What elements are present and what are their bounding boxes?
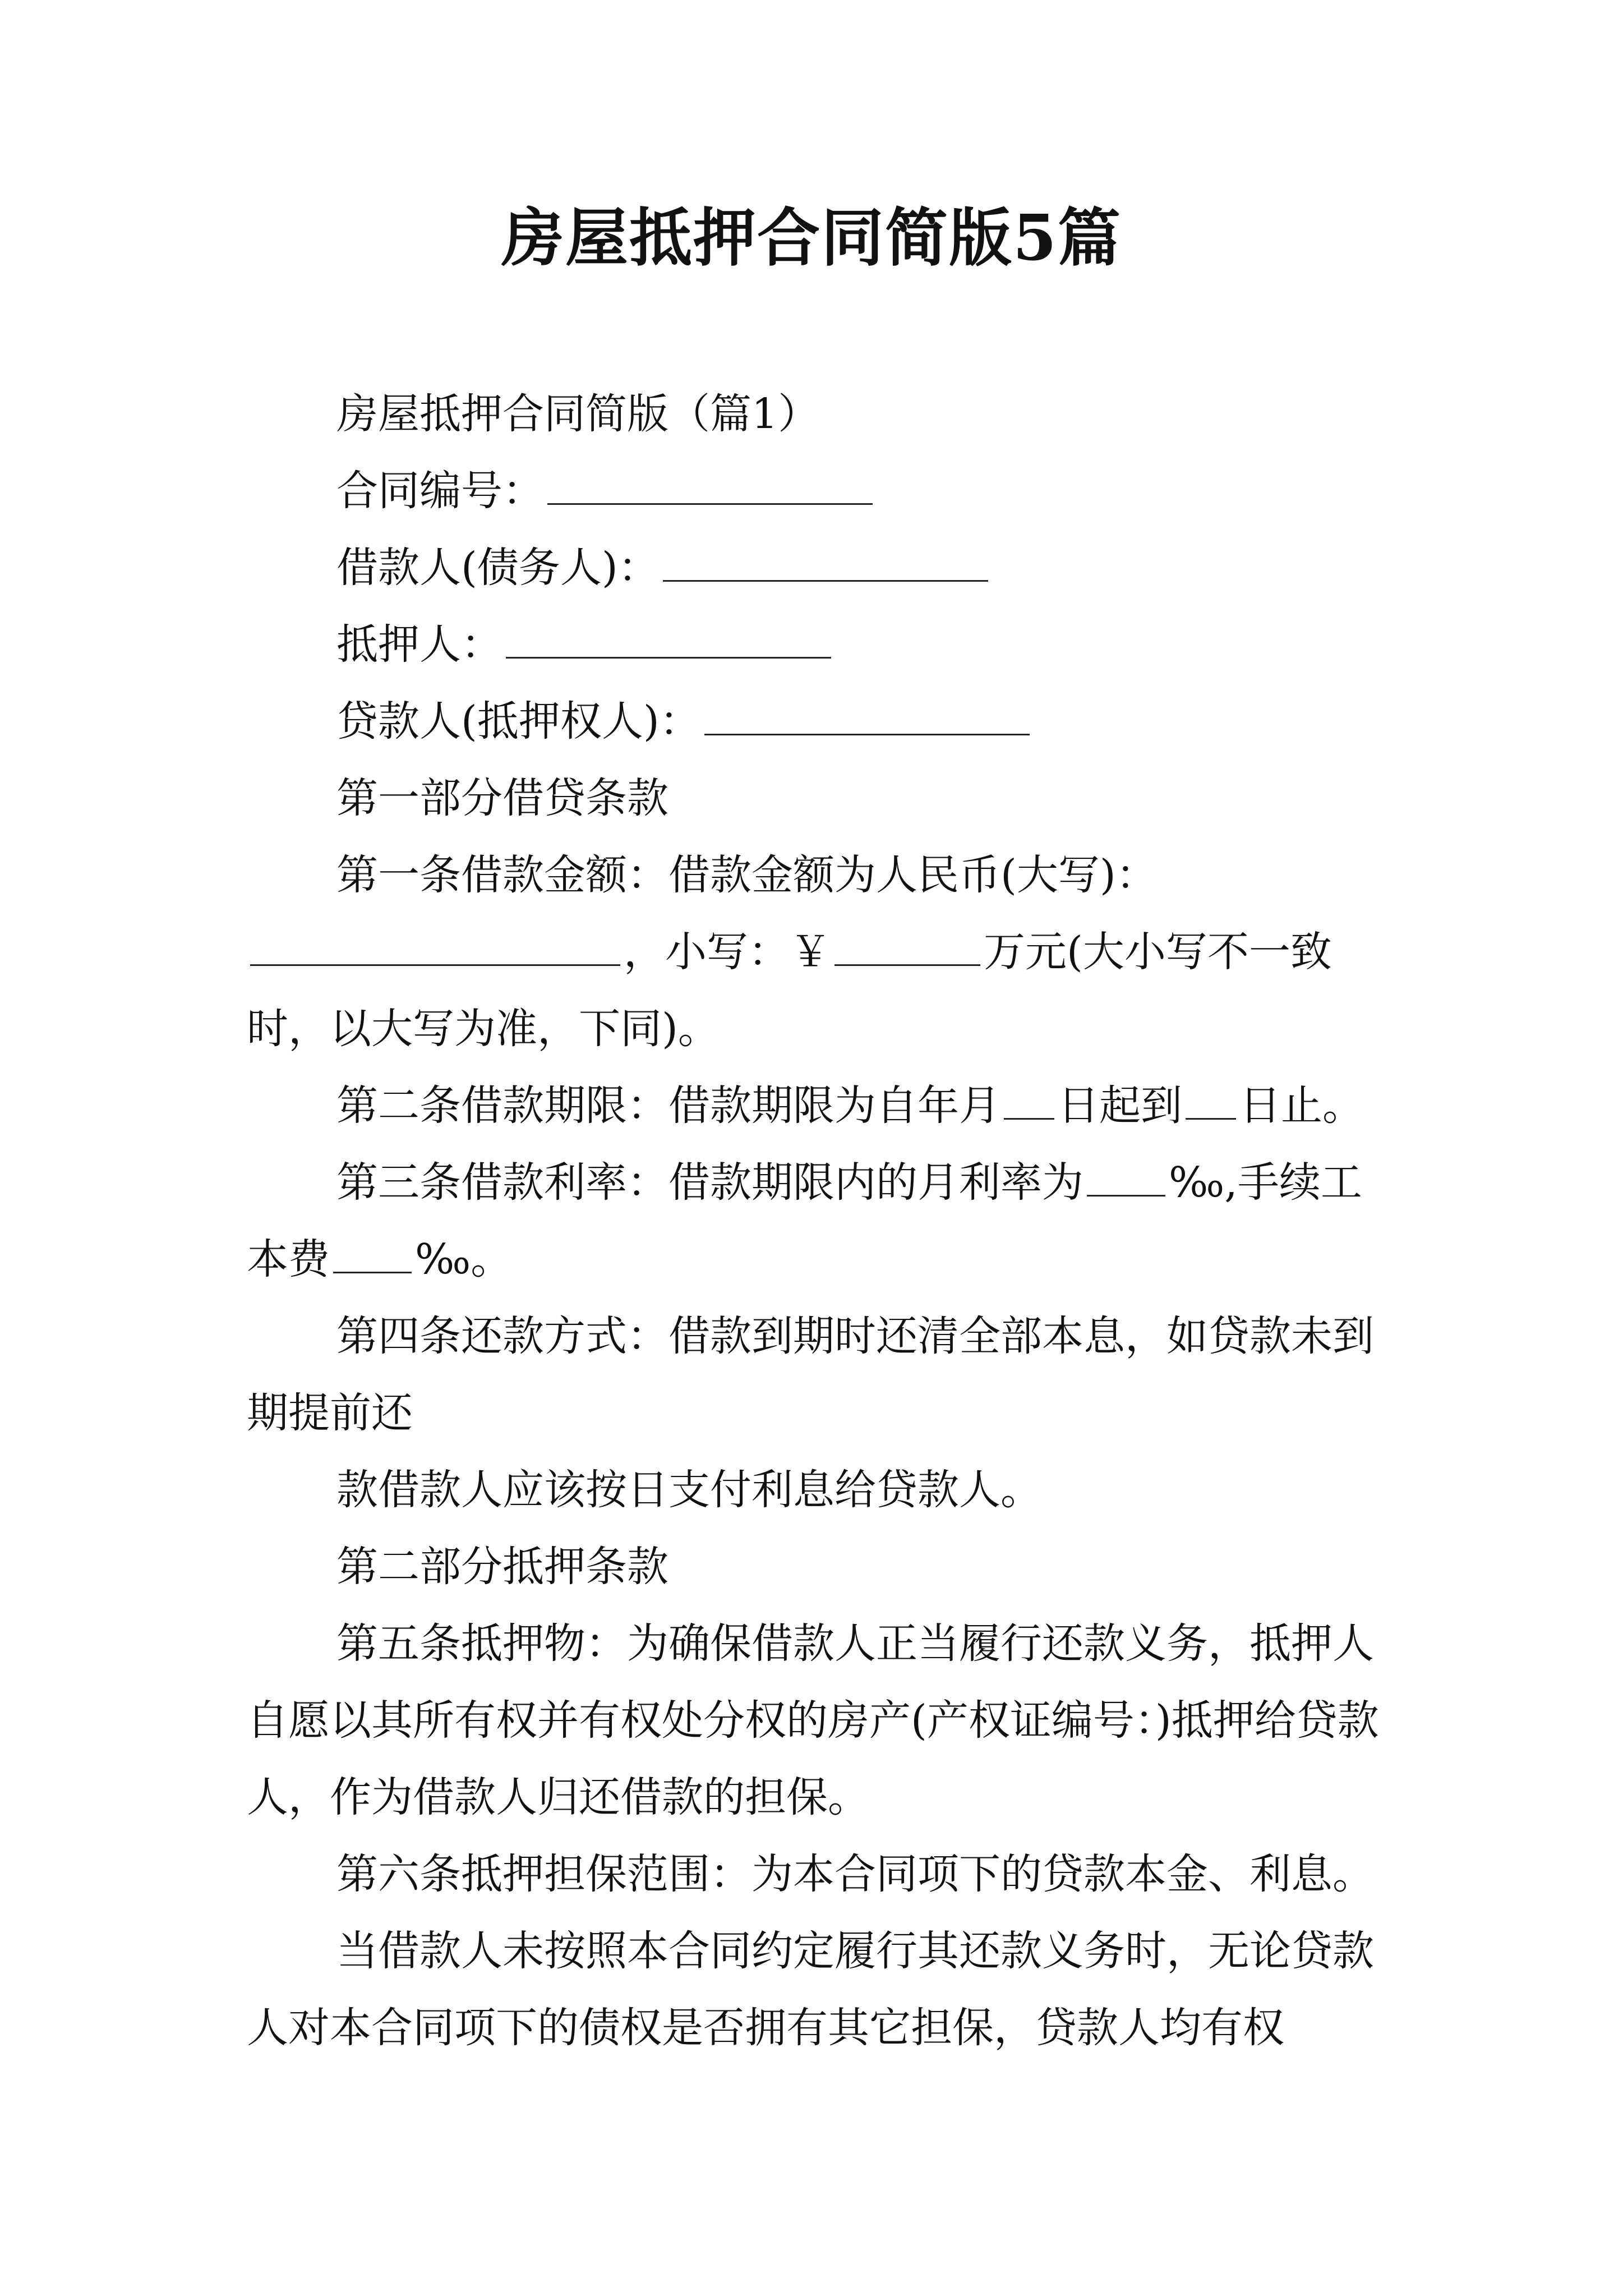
monthly-rate-blank — [1087, 1157, 1165, 1197]
part-one-text: 第一部分借贷条款 — [336, 774, 668, 822]
mortgagor-blank — [506, 619, 831, 659]
section-heading — [247, 376, 1385, 453]
mortgagor-line — [247, 606, 1385, 683]
amount-lower-blank — [834, 927, 980, 966]
article-4-text: 第四条还款方式：借款到期时还清全部本息，如贷款未到期提前还 — [247, 1312, 1374, 1437]
lender-label: 贷款人(抵押权人)： — [336, 697, 701, 746]
contract-number-label: 合同编号： — [336, 467, 544, 515]
mortgagor-label: 抵押人： — [336, 620, 502, 669]
end-day-blank — [1186, 1080, 1236, 1120]
article-5 — [247, 1605, 1385, 1836]
part-two-heading — [247, 1529, 1385, 1605]
article-1 — [247, 837, 1385, 1068]
part-one-heading — [247, 760, 1385, 837]
article-3-text-a: 第三条借款利率：借款期限内的月利率为 — [336, 1158, 1083, 1207]
article-4-continued-text: 款借款人应该按日支付利息给贷款人。 — [336, 1466, 1042, 1514]
section-heading-text: 房屋抵押合同简版（篇1） — [336, 390, 820, 438]
article-3-text-b: ‰,手续工本费 — [247, 1158, 1362, 1283]
borrower-blank — [663, 542, 988, 582]
article-3-text-c: ‰。 — [415, 1235, 513, 1283]
lender-blank — [704, 696, 1030, 735]
article-3 — [247, 1144, 1385, 1298]
article-6-text: 第六条抵押担保范围：为本合同项下的贷款本金、利息。 — [336, 1850, 1374, 1898]
article-2-text-a: 第二条借款期限：借款期限为自年月 — [336, 1082, 1000, 1130]
article-5-text: 第五条抵押物：为确保借款人正当履行还款义务，抵押人自愿以其所有权并有权处分权的房产(产权证编号：)抵押给贷款人，作为借款人归还借款的担保。 — [247, 1619, 1379, 1821]
article-2-text-c: 日止。 — [1239, 1082, 1364, 1130]
article-1-text-c: 万元(大小写不一致时，以大写为准，下同)。 — [247, 928, 1332, 1053]
article-4 — [247, 1298, 1385, 1452]
contract-number-blank — [547, 466, 873, 505]
article-2 — [247, 1068, 1385, 1144]
document-body — [247, 376, 1385, 2067]
document-title: 房屋抵押合同简版5篇 — [501, 201, 1122, 275]
contract-number-line — [247, 453, 1385, 530]
fee-rate-blank — [333, 1234, 412, 1273]
paragraph-default-text: 当借款人未按照本合同约定履行其还款义务时，无论贷款人对本合同项下的债权是否拥有其它担保，贷款人均有权 — [247, 1927, 1374, 2052]
paragraph-default — [247, 1913, 1385, 2067]
article-1-text-b: ，小写：￥ — [624, 928, 831, 976]
part-two-text: 第二部分抵押条款 — [336, 1543, 668, 1591]
borrower-label: 借款人(债务人)： — [336, 544, 660, 592]
article-2-text-b: 日起到 — [1058, 1082, 1182, 1130]
start-day-blank — [1004, 1080, 1054, 1120]
lender-line — [247, 683, 1385, 760]
article-1-text-a: 第一条借款金额：借款金额为人民币(大写)： — [336, 851, 1158, 899]
borrower-line — [247, 530, 1385, 606]
article-6 — [247, 1836, 1385, 1913]
amount-upper-blank — [250, 927, 620, 966]
article-4-continued — [247, 1452, 1385, 1529]
